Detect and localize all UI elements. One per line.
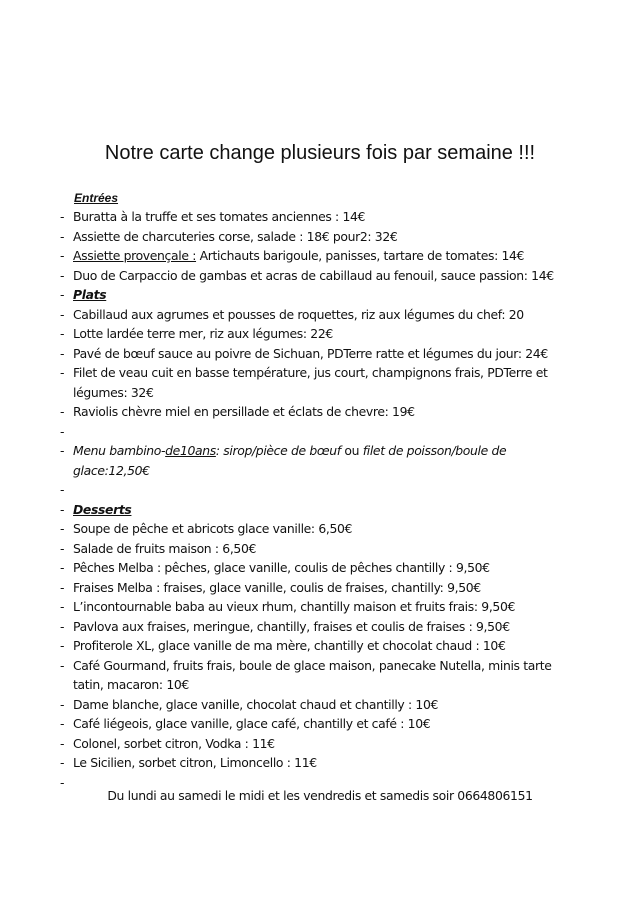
item-text: Pavlova aux fraises, meringue, chantilly, fraises et coulis de fraises : 9,50€ [73,618,510,634]
menu-list [60,190,620,792]
bullet-dash: - [60,755,65,770]
menu-item [60,636,620,656]
empty-item [60,422,620,442]
item-text-continued: légumes: 32€ [73,384,154,400]
menu-item [60,734,620,754]
menu-item [60,324,620,344]
menu-item [60,402,620,422]
bullet-dash: - [60,579,65,595]
section-heading-plats: Plats [73,287,107,302]
bullet-dash: - [60,735,65,751]
bullet-dash: - [60,306,65,322]
page-title: Notre carte change plusieurs fois par semaine !!! [104,142,536,164]
menu-item [60,519,620,539]
item-text: Duo de Carpaccio de gambas et acras de cabillaud au fenouil, sauce passion: 14€ [73,267,554,283]
empty-item [60,480,620,500]
bullet-dash: - [60,599,65,614]
bullet-dash: - [60,404,65,419]
section-heading-line [60,285,620,305]
item-text: Raviolis chèvre miel en persillade et éclats de chevre: 19€ [73,404,415,419]
menu-item [60,227,620,247]
item-text: Lotte lardée terre mer, riz aux légumes: 22€ [73,326,333,341]
bullet-dash: - [60,423,65,439]
menu-item [60,714,620,734]
bambino-text: Menu bambino- [73,443,166,458]
bullet-dash: - [60,716,65,731]
menu-item [60,305,620,325]
bambino-text: : sirop/pièce de bœuf [215,443,341,458]
menu-item [60,558,620,578]
bambino-text: filet de poisson/boule de [362,443,507,458]
bullet-dash: - [60,267,65,283]
item-text: Profiterole XL, glace vanille de ma mère, chantilly et chocolat chaud : 10€ [73,638,506,653]
item-text-continued: glace:12,50€ [73,462,150,478]
section-heading-desserts: Desserts [73,501,132,517]
bullet-dash: - [60,657,65,673]
opening-hours-footer: Du lundi au samedi le midi et les vendredis et samedis soir 0664806151 [107,788,533,803]
menu-item [60,617,620,637]
item-text-continued: tatin, macaron: 10€ [73,677,189,692]
item-text: Café Gourmand, fruits frais, boule de glace maison, panecake Nutella, minis tarte [73,657,552,673]
item-text: Dame blanche, glace vanille, chocolat chaud et chantilly : 10€ [73,696,439,712]
bullet-dash: - [60,443,65,458]
bullet-dash: - [60,326,65,341]
item-text: Artichauts barigoule, panisses, tartare de tomates: 14€ [196,248,525,263]
item-text: Fraises Melba : fraises, glace vanille, coulis de fraises, chantilly: 9,50€ [73,579,481,595]
bullet-dash: - [60,774,65,790]
item-text: Filet de veau cuit en basse température, jus court, champignons frais, PDTerre et [73,365,548,380]
menu-item [60,753,620,773]
menu-item [60,246,620,266]
item-text: Buratta à la truffe et ses tomates anciennes : 14€ [73,209,366,224]
menu-item [60,539,620,559]
bullet-dash: - [60,638,65,653]
section-heading-line [60,500,620,520]
item-text: Assiette de charcuteries corse, salade : 18€ pour2: 32€ [73,228,398,244]
item-text: Café liégeois, glace vanille, glace café, chantilly et café : 10€ [73,716,431,731]
menu-item-bambino [60,441,620,461]
menu-item [60,597,620,617]
bullet-dash: - [60,209,65,224]
bullet-dash: - [60,560,65,575]
bullet-dash: - [60,248,65,263]
menu-item [60,207,620,227]
bambino-age: de10ans [165,443,216,458]
bullet-dash: - [60,540,65,556]
bullet-dash: - [60,696,65,712]
item-text: Pêches Melba : pêches, glace vanille, coulis de pêches chantilly : 9,50€ [73,560,490,575]
item-text: Salade de fruits maison : 6,50€ [73,540,257,556]
item-text: Le Sicilien, sorbet citron, Limoncello : 11€ [73,755,317,770]
bullet-dash: - [60,345,65,361]
item-text: Cabillaud aux agrumes et pousses de roquettes, riz aux légumes du chef: 20 [73,306,524,322]
menu-item [60,344,620,364]
bullet-dash: - [60,501,65,517]
item-text: L’incontournable baba au vieux rhum, chantilly maison et fruits frais: 9,50€ [73,599,516,614]
bullet-dash: - [60,482,65,497]
bullet-dash: - [60,521,65,536]
menu-item [60,695,620,715]
item-text: Soupe de pêche et abricots glace vanille: 6,50€ [73,521,353,536]
bullet-dash: - [60,365,65,380]
menu-item [60,363,620,383]
menu-item [60,656,620,676]
item-text: Colonel, sorbet citron, Vodka : 11€ [73,735,275,751]
menu-item [60,578,620,598]
section-heading-entrees: Entrées [74,191,119,205]
item-label-provencale: Assiette provençale : [73,248,197,263]
item-text: Pavé de bœuf sauce au poivre de Sichuan, PDTerre ratte et légumes du jour: 24€ [73,345,548,361]
bullet-dash: - [60,618,65,634]
bambino-or: ou [340,443,363,458]
menu-item [60,266,620,286]
bullet-dash: - [60,287,65,302]
bullet-dash: - [60,228,65,244]
